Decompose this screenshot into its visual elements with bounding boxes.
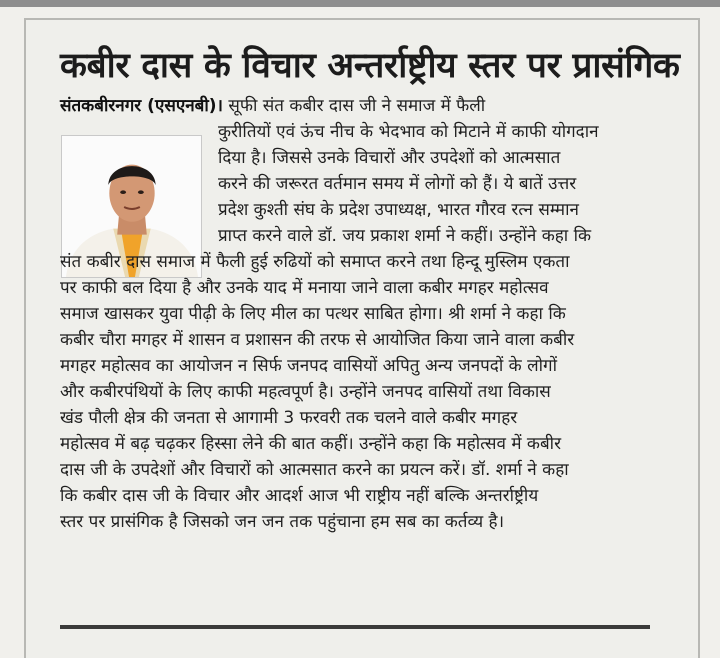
article-line-4: करने की जरूरत वर्तमान समय में लोगों को हैं। ये बातें उत्तर bbox=[218, 174, 577, 194]
article-line-7: संत कबीर दास समाज में फैली हुई रुढियों को समाप्त करने तथा हिन्दू मुस्लिम एकता bbox=[60, 252, 570, 272]
article-first-line bbox=[60, 93, 485, 119]
article-dateline: संतकबीरनगर (एसएनबी)। bbox=[60, 96, 223, 116]
article-line-13: खंड पौली क्षेत्र की जनता से आगामी 3 फरवरी तक चलने वाले कबीर मगहर bbox=[60, 408, 518, 428]
top-edge-bar bbox=[0, 0, 720, 7]
article-line-10: कबीर चौरा मगहर में शासन व प्रशासन की तरफ से आयोजित किया जाने वाला कबीर bbox=[60, 330, 575, 350]
article-line-3: दिया है। जिससे उनके विचारों और उपदेशों को आत्मसात bbox=[218, 148, 561, 168]
article-line-5: प्रदेश कुश्ती संघ के प्रदेश उपाध्यक्ष, भारत गौरव रत्न सम्मान bbox=[218, 200, 579, 220]
article-line-14: महोत्सव में बढ़ चढ़कर हिस्सा लेने की बात कहीं। उन्होंने कहा कि महोत्सव में कबीर bbox=[60, 434, 562, 454]
article-line-6: प्राप्त करने वाले डॉ. जय प्रकाश शर्मा ने कहीं। उन्होंने कहा कि bbox=[218, 226, 592, 246]
article-line-16: कि कबीर दास जी के विचार और आदर्श आज भी राष्ट्रीय नहीं बल्कि अन्तर्राष्ट्रीय bbox=[60, 486, 539, 506]
article-line-12: और कबीरपंथियों के लिए काफी महत्वपूर्ण है। उन्होंने जनपद वासियों तथा विकास bbox=[60, 382, 551, 402]
article-line-2: कुरीतियों एवं ऊंच नीच के भेदभाव को मिटाने में काफी योगदान bbox=[218, 122, 599, 142]
article-line-9: समाज खासकर युवा पीढ़ी के लिए मील का पत्थर साबित होगा। श्री शर्मा ने कहा कि bbox=[60, 304, 566, 324]
article-line-17: स्तर पर प्रासंगिक है जिसको जन जन तक पहुंचाना हम सब का कर्तव्य है। bbox=[60, 512, 505, 532]
article-line-15: दास जी के उपदेशों और विचारों को आत्मसात करने का प्रयत्न करें। डॉ. शर्मा ने कहा bbox=[60, 460, 569, 480]
article-line-1: सूफी संत कबीर दास जी ने समाज में फैली bbox=[228, 96, 486, 116]
article-line-11: मगहर महोत्सव का आयोजन न सिर्फ जनपद वासियों अपितु अन्य जनपदों के लोगों bbox=[60, 356, 557, 376]
next-article-cutoff bbox=[60, 625, 650, 641]
article-headline: कबीर दास के विचार अन्तर्राष्ट्रीय स्तर पर प्रासंगिक bbox=[60, 46, 680, 86]
article-line-8: पर काफी बल दिया है और उनके याद में मनाया जाने वाला कबीर मगहर महोत्सव bbox=[60, 278, 549, 298]
